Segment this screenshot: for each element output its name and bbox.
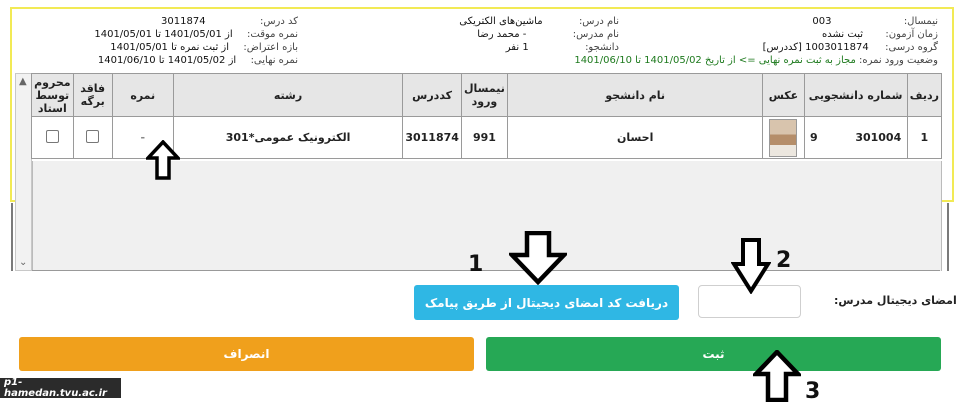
table-header-row xyxy=(32,74,942,117)
student-number-prefix: 9 xyxy=(809,131,818,144)
digital-signature-label: امضای دیجیتال مدرس: xyxy=(834,294,957,307)
cell-course-code: 3011874 xyxy=(403,117,462,159)
grade-value[interactable]: - xyxy=(140,131,146,144)
col-header-photo: عکس xyxy=(763,74,804,117)
arrow-up-submit-icon xyxy=(753,350,801,402)
col-header-course-code: کددرس xyxy=(403,74,462,117)
students-info: دانشجو: 1 نفر xyxy=(505,42,619,53)
cell-barred xyxy=(32,117,74,159)
col-header-grade: نمره xyxy=(112,74,173,117)
student-number-text: 301004 xyxy=(855,131,902,144)
grid-outer-border-left xyxy=(11,203,13,271)
course-group-info: گروه درسی: 1003011874 [کددرس] xyxy=(762,42,938,53)
exam-time-info: زمان آزمون: ثبت نشده xyxy=(822,29,938,40)
temp-grade-info: نمره موقت: از 1401/05/01 تا 1401/05/01 xyxy=(94,29,298,40)
cell-no-sheet xyxy=(73,117,112,159)
scroll-up-icon[interactable]: ▲ xyxy=(19,76,27,87)
cell-student-number xyxy=(804,117,907,159)
arrow-down-sms-icon xyxy=(509,231,567,285)
course-code-info: کد درس: 3011874 xyxy=(161,16,298,27)
cell-field: الکترونیک عمومی*301 xyxy=(173,117,402,159)
grade-entry-status-info: وضعیت ورود نمره: مجاز به ثبت نمره نهایی => از تاریخ 1401/05/02 تا 1401/06/10 xyxy=(574,55,938,66)
col-header-student-name: نام دانشجو xyxy=(507,74,763,117)
vertical-scrollbar[interactable] xyxy=(15,73,32,271)
cancel-button[interactable]: انصراف xyxy=(19,337,474,371)
no-sheet-checkbox[interactable] xyxy=(86,130,99,143)
objection-period-info: بازه اعتراض: از ثبت نمره تا 1401/05/01 xyxy=(110,42,298,53)
arrow-down-signature-icon xyxy=(731,238,771,294)
grid-bottom-border xyxy=(32,270,940,271)
cell-row-number: 1 xyxy=(907,117,941,159)
col-header-student-number: شماره دانشجویی xyxy=(804,74,907,117)
col-header-row-number: ردیف xyxy=(907,74,941,117)
semester-info: نیمسال: 003 xyxy=(812,16,938,27)
teacher-info: نام مدرس: - محمد رضا xyxy=(477,29,619,40)
col-header-field: رشته xyxy=(173,74,402,117)
grid-outer-border-right xyxy=(947,203,949,271)
col-header-no-sheet: فاقد برگه xyxy=(73,74,112,117)
get-sms-code-button[interactable]: دریافت کد امضای دیجیتال از طریق پیامک xyxy=(414,285,679,320)
step-marker-3: 3 xyxy=(805,379,821,404)
col-header-entry-semester: نیمسال ورود xyxy=(461,74,507,117)
arrow-up-grade-icon xyxy=(146,140,180,180)
barred-checkbox[interactable] xyxy=(46,130,59,143)
step-marker-2: 2 xyxy=(776,248,792,273)
scroll-down-icon[interactable]: ⌄ xyxy=(19,257,28,268)
site-watermark: p1-hamedan.tvu.ac.ir xyxy=(0,378,121,398)
course-name-info: نام درس: ماشین‌های الکتریکی xyxy=(459,16,619,27)
final-grade-info: نمره نهایی: از 1401/05/02 تا 1401/06/10 xyxy=(97,55,298,66)
step-marker-1: 1 xyxy=(468,252,484,277)
col-header-barred: محروم توسط استاد xyxy=(32,74,74,117)
student-photo xyxy=(769,119,797,157)
cell-photo xyxy=(763,117,804,159)
cell-entry-semester: 991 xyxy=(461,117,507,159)
cell-student-name: احسان xyxy=(507,117,763,159)
submit-button[interactable]: ثبت xyxy=(486,337,941,371)
